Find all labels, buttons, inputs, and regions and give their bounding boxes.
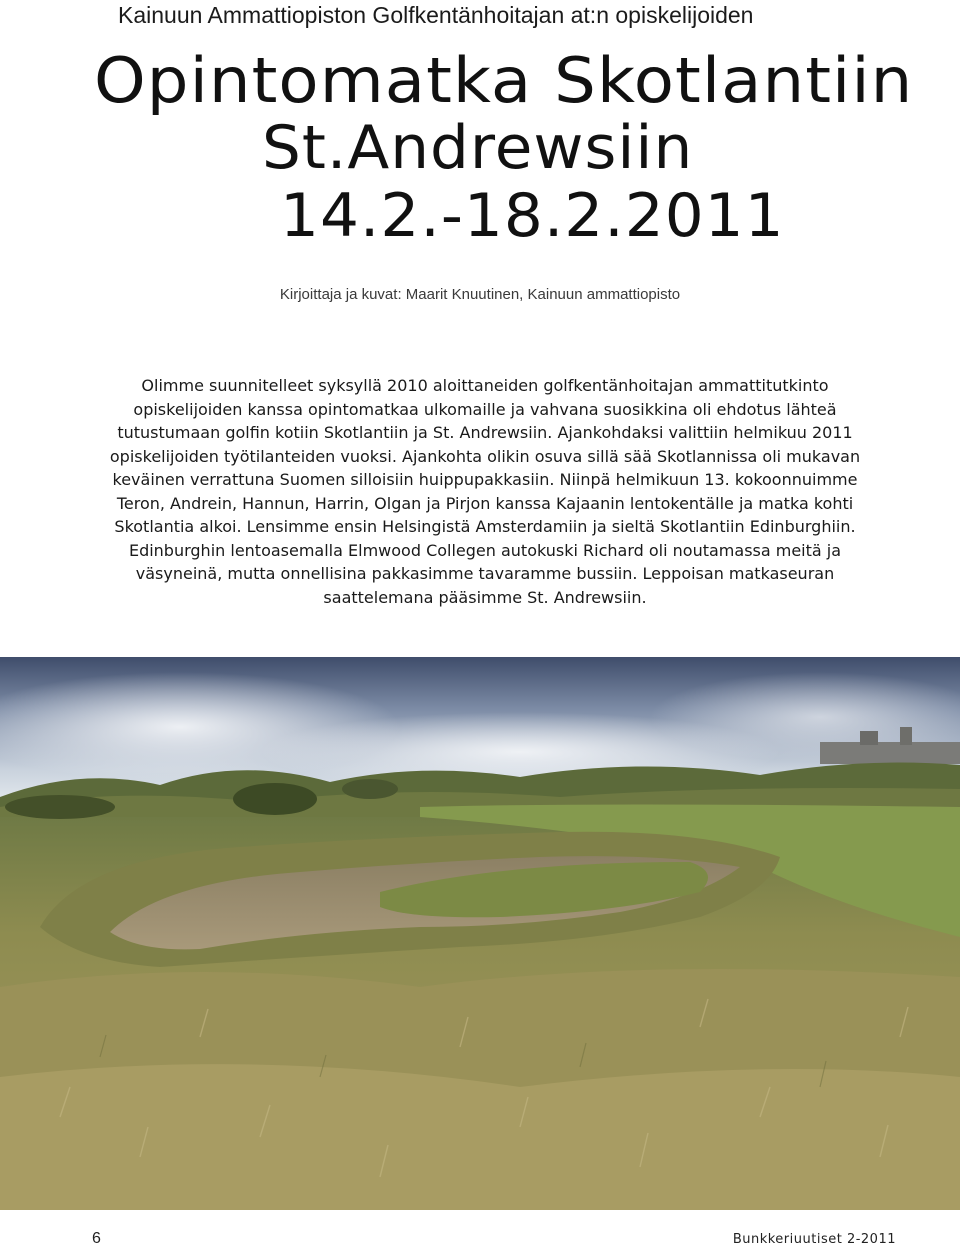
publication-name: Bunkkeriuutiset 2-2011	[732, 1232, 896, 1247]
article-byline: Kirjoittaja ja kuvat: Maarit Knuutinen, Kainuun ammattiopisto	[279, 286, 681, 303]
article-title-line-3: 14.2.-18.2.2011	[280, 181, 785, 251]
page-number: 6	[92, 1230, 101, 1247]
article-title-line-1: Opintomatka Skotlantiin	[94, 44, 914, 117]
article-kicker: Kainuun Ammattiopiston Golfkentänhoitajan at:n opiskelijoiden	[118, 2, 754, 28]
golf-course-photo	[0, 657, 960, 1210]
article-intro-paragraph: Olimme suunnitelleet syksyllä 2010 aloittaneiden golfkentänhoitajan ammattitutkinto opiskelijoiden kanssa opintomatkaa ulkomaille ja vahvana suosikkina oli ehdotus lähteä tutustumaan golfin kotiin Skotlantiin ja St. Andrewsiin. Ajankohdaksi valittiin helmikuu 2011 opiskelijoiden työtilanteiden vuoksi. Ajankohta olikin osuva sillä sää Skotlannissa oli mukavan keväinen verrattuna Suomen silloisiin huippupakkasiin. Niinpä helmikuun 13. kokoonnuimme Teron, Andrein, Hannun, Harrin, Olgan ja Pirjon kanssa Kajaanin lentokentälle ja matka kohti Skotlantia alkoi. Lensimme ensin Helsingistä Amsterdamiin ja sieltä Skotlantiin Edinburghiin. Edinburghin lentoasemalla Elmwood Collegen autokuski Richard oli noutamassa meitä ja väsyneinä, mutta onnellisina pakkasimme tavaramme bussiin. Leppoisan matkaseuran saattelemana pääsimme St. Andrewsiin.	[109, 376, 861, 607]
article-title-line-2: St.Andrewsiin	[262, 113, 694, 183]
